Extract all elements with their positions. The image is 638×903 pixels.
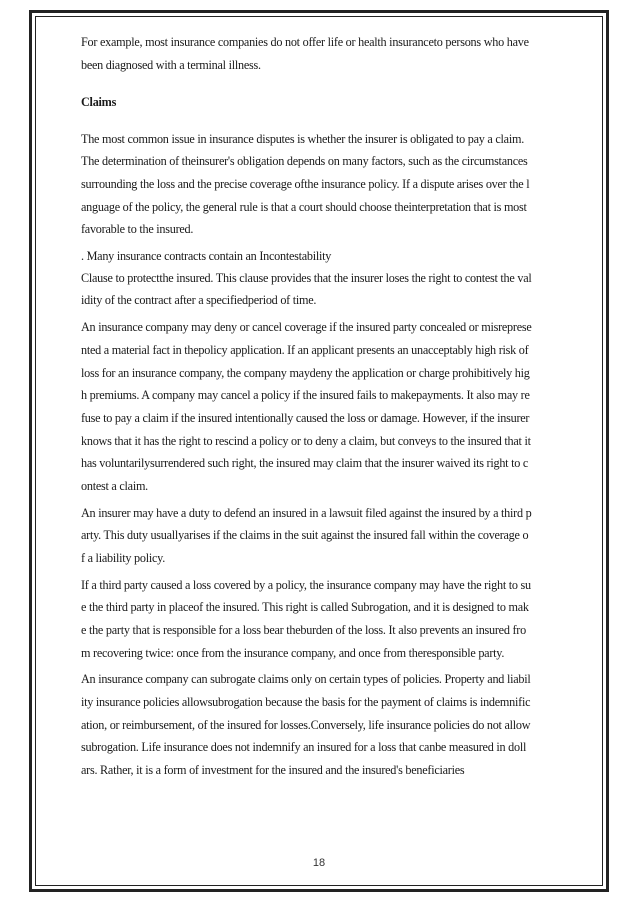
text-line: been diagnosed with a terminal illness.: [81, 58, 261, 72]
text-line: ity insurance policies allowsubrogation because the basis for the payment of claims is indemnific: [81, 695, 531, 709]
text-line: An insurance company can subrogate claims only on certain types of policies. Property and liabil: [81, 672, 531, 686]
text-line: favorable to the insured.: [81, 222, 194, 236]
text-line: has voluntarilysurrendered such right, the insured may claim that the insurer waived its right to c: [81, 456, 529, 470]
text-line: loss for an insurance company, the company maydeny the application or charge prohibitively hig: [81, 366, 530, 380]
text-line: idity of the contract after a specifiedperiod of time.: [81, 293, 317, 307]
text-line: An insurance company may deny or cancel coverage if the insured party concealed or misreprese: [81, 320, 532, 334]
text-line: subrogation. Life insurance does not indemnify an insured for a loss that canbe measured in doll: [81, 740, 527, 754]
text-line: nted a material fact in thepolicy application. If an applicant presents an unacceptably high risk of: [81, 343, 529, 357]
section-heading-claims: Claims: [81, 95, 117, 109]
text-line: For example, most insurance companies do not offer life or health insuranceto persons who have: [81, 35, 529, 49]
text-line: f a liability policy.: [81, 551, 165, 565]
text-line: ars. Rather, it is a form of investment for the insured and the insured's beneficiaries: [81, 763, 465, 777]
text-line: The most common issue in insurance disputes is whether the insurer is obligated to pay a claim.: [81, 132, 524, 146]
text-line: The determination of theinsurer's obligation depends on many factors, such as the circumstances: [81, 154, 528, 168]
text-line: Clause to protectthe insured. This clause provides that the insurer loses the right to contest the val: [81, 271, 532, 285]
text-line: If a third party caused a loss covered by a policy, the insurance company may have the right to su: [81, 578, 531, 592]
text-line: m recovering twice: once from the insurance company, and once from theresponsible party.: [81, 646, 505, 660]
text-line: h premiums. A company may cancel a policy if the insured fails to makepayments. It also may re: [81, 388, 530, 402]
text-line: surrounding the loss and the precise coverage ofthe insurance policy. If a dispute arises over the l: [81, 177, 530, 191]
text-line: An insurer may have a duty to defend an insured in a lawsuit filed against the insured by a third p: [81, 506, 532, 520]
text-line: anguage of the policy, the general rule is that a court should choose theinterpretation that is most: [81, 200, 527, 214]
text-line: knows that it has the right to rescind a policy or to deny a claim, but conveys to the insured that it: [81, 434, 531, 448]
text-line: ontest a claim.: [81, 479, 148, 493]
page-number: 18: [312, 857, 326, 869]
text-line: e the party that is responsible for a loss bear theburden of the loss. It also prevents an insured fro: [81, 623, 526, 637]
text-line: fuse to pay a claim if the insured intentionally caused the loss or damage. However, if the insurer: [81, 411, 530, 425]
text-line: ation, or reimbursement, of the insured for losses.Conversely, life insurance policies do not allow: [81, 718, 531, 732]
text-line: . Many insurance contracts contain an Incontestability: [81, 249, 332, 263]
text-line: arty. This duty usuallyarises if the claims in the suit against the insured fall within the coverage o: [81, 528, 529, 542]
text-line: e the third party in placeof the insured. This right is called Subrogation, and it is designed to mak: [81, 600, 529, 614]
